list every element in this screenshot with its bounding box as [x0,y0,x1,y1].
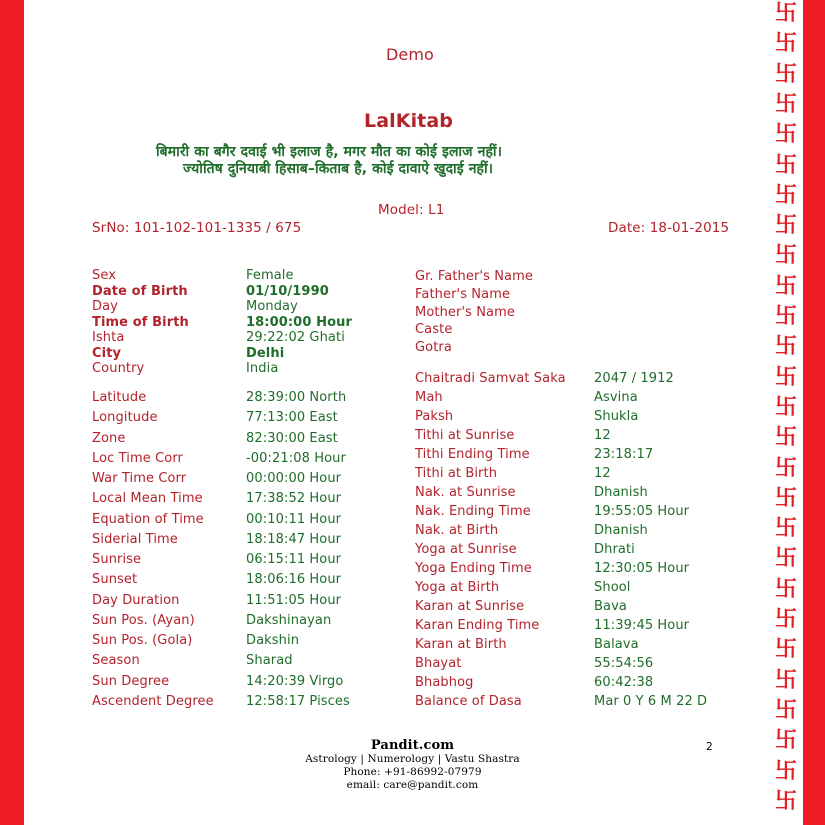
astro-value: 28:39:00 North [246,390,347,405]
astro-value: Dakshin [246,633,300,648]
birth-label: Time of Birth [92,314,189,330]
birth-value: Monday [246,299,298,314]
birth-value: 18:00:00 Hour [246,314,352,330]
page-number: 2 [706,741,713,753]
astro-label: Season [92,653,140,669]
swastika-icon: 卐 [774,334,797,360]
swastika-icon: 卐 [774,607,797,632]
panchang-label: Bhabhog [415,675,474,690]
swastika-icon: 卐 [774,576,797,602]
panchang-label: Nak. Ending Time [415,504,531,519]
astro-label: Sunrise [92,552,142,567]
swastika-icon: 卐 [774,728,797,754]
panchang-value: 2047 / 1912 [594,371,674,386]
panchang-value: 23:18:17 [594,447,654,462]
astro-value: 06:15:11 Hour [246,552,342,567]
swastika-icon: 卐 [774,304,797,329]
astro-label: Equation of Time [92,511,204,527]
panchang-value: Shool [594,580,631,595]
astro-value: 00:10:11 Hour [246,511,342,527]
panchang-value: Dhanish [594,523,648,538]
birth-value: Delhi [246,345,285,361]
family-label: Gr. Father's Name [415,269,533,284]
astro-label: Sun Pos. (Gola) [92,633,193,648]
birth-label: Ishta [92,330,125,345]
birth-label: City [92,345,122,361]
swastika-icon: 卐 [774,1,797,26]
birth-value: India [246,361,279,376]
swastika-icon: 卐 [774,697,797,723]
footer-services: Astrology | Numerology | Vastu Shastra [305,753,520,765]
astro-value: 82:30:00 East [246,430,338,446]
panchang-value: 12 [594,466,611,481]
astro-label: Local Mean Time [92,491,203,507]
panchang-value: Mar 0 Y 6 M 22 D [594,694,708,709]
astro-value: 12:58:17 Pisces [246,693,350,709]
swastika-icon: 卐 [774,213,797,239]
astro-value: 17:38:52 Hour [246,491,342,507]
astro-value: 11:51:05 Hour [246,592,342,608]
swastika-icon: 卐 [774,243,797,269]
swastika-icon: 卐 [774,152,797,178]
swastika-icon: 卐 [774,394,797,420]
birth-label: Day [92,299,118,314]
astro-label: Zone [92,430,126,446]
panchang-label: Yoga at Birth [415,580,500,595]
panchang-value: Dhrati [594,542,635,557]
swastika-icon: 卐 [774,637,797,663]
swastika-icon: 卐 [774,31,797,57]
birth-label: Date of Birth [92,283,188,299]
astro-value: 77:13:00 East [246,410,338,426]
panchang-label: Tithi at Birth [415,466,498,481]
panchang-value: Balava [594,637,639,652]
panchang-value: Shukla [594,409,639,424]
panchang-label: Karan Ending Time [415,618,540,633]
serial-number: SrNo: 101-102-101-1335 / 675 [92,220,302,236]
swastika-border-strip [769,0,803,825]
swastika-icon: 卐 [774,122,797,148]
family-label: Father's Name [415,286,511,302]
panchang-value: Bava [594,599,627,614]
footer-email: email: care@pandit.com [346,779,479,791]
swastika-icon: 卐 [774,425,797,451]
astro-label: Siderial Time [92,531,178,547]
panchang-value: 12 [594,428,611,443]
birth-label: Sex [92,268,117,283]
panchang-value: Dhanish [594,485,648,500]
astro-value: Sharad [246,653,293,669]
swastika-icon: 卐 [774,516,797,542]
family-label: Caste [415,322,453,338]
astro-label: Sun Degree [92,673,170,689]
panchang-label: Yoga at Sunrise [415,542,517,557]
swastika-icon: 卐 [774,364,797,390]
panchang-label: Bhayat [415,656,462,671]
panchang-value: Asvina [594,390,638,405]
panchang-value: 19:55:05 Hour [594,504,690,519]
swastika-icon: 卐 [774,758,797,784]
panchang-label: Nak. at Birth [415,523,499,538]
panchang-label: Paksh [415,409,454,424]
birth-value: 29:22:02 Ghati [246,330,345,345]
family-label: Mother's Name [415,304,515,320]
astro-value: 18:18:47 Hour [246,531,342,547]
astro-label: War Time Corr [92,471,187,486]
astro-value: -00:21:08 Hour [246,450,346,466]
model-label: Model: L1 [378,202,445,218]
swastika-icon: 卐 [774,485,797,511]
footer-phone: Phone: +91-86992-07979 [343,766,482,778]
panchang-label: Tithi at Sunrise [415,428,515,443]
left-border [0,0,24,825]
birth-value: Female [246,268,294,283]
swastika-icon: 卐 [774,91,797,117]
hindi-quote-line-1: बिमारी का बगैर दवाई भी इलाज है, मगर मौत का कोई इलाज नहीं। [156,144,503,160]
panchang-value: 11:39:45 Hour [594,618,690,633]
panchang-label: Nak. at Sunrise [415,485,516,500]
panchang-label: Balance of Dasa [415,694,522,709]
swastika-icon: 卐 [774,788,797,814]
panchang-label: Tithi Ending Time [415,447,530,462]
astro-value: Dakshinayan [246,612,332,628]
birth-label: Country [92,361,145,376]
astro-value: 00:00:00 Hour [246,471,342,486]
birth-value: 01/10/1990 [246,283,329,299]
astro-label: Sunset [92,572,138,588]
panchang-label: Karan at Birth [415,637,507,652]
panchang-value: 60:42:38 [594,675,654,690]
astro-value: 18:06:16 Hour [246,572,342,588]
swastika-icon: 卐 [774,61,797,87]
astro-label: Ascendent Degree [92,693,214,709]
astro-label: Longitude [92,410,158,426]
astro-label: Day Duration [92,592,180,608]
astro-label: Latitude [92,390,147,405]
swastika-icon: 卐 [774,273,797,299]
footer-brand: Pandit.com [370,738,455,753]
page-title: LalKitab [364,110,453,132]
report-date: Date: 18-01-2015 [608,220,730,236]
astro-value: 14:20:39 Virgo [246,673,344,689]
panchang-label: Mah [415,390,443,405]
panchang-label: Karan at Sunrise [415,599,525,614]
swastika-icon: 卐 [774,546,797,572]
swastika-icon: 卐 [774,182,797,208]
panchang-value: 12:30:05 Hour [594,561,690,576]
panchang-label: Chaitradi Samvat Saka [415,371,566,386]
demo-label: Demo [386,45,434,64]
swastika-icon: 卐 [774,455,797,481]
swastika-icon: 卐 [774,667,797,693]
astro-label: Loc Time Corr [92,450,183,466]
panchang-label: Yoga Ending Time [415,561,532,576]
hindi-quote-line-2: ज्योतिष दुनियाबी हिसाब–किताब है, कोई दावाऐ खुदाई नहीं। [183,161,494,177]
family-label: Gotra [415,340,452,355]
astro-label: Sun Pos. (Ayan) [92,612,195,628]
panchang-value: 55:54:56 [594,656,654,671]
